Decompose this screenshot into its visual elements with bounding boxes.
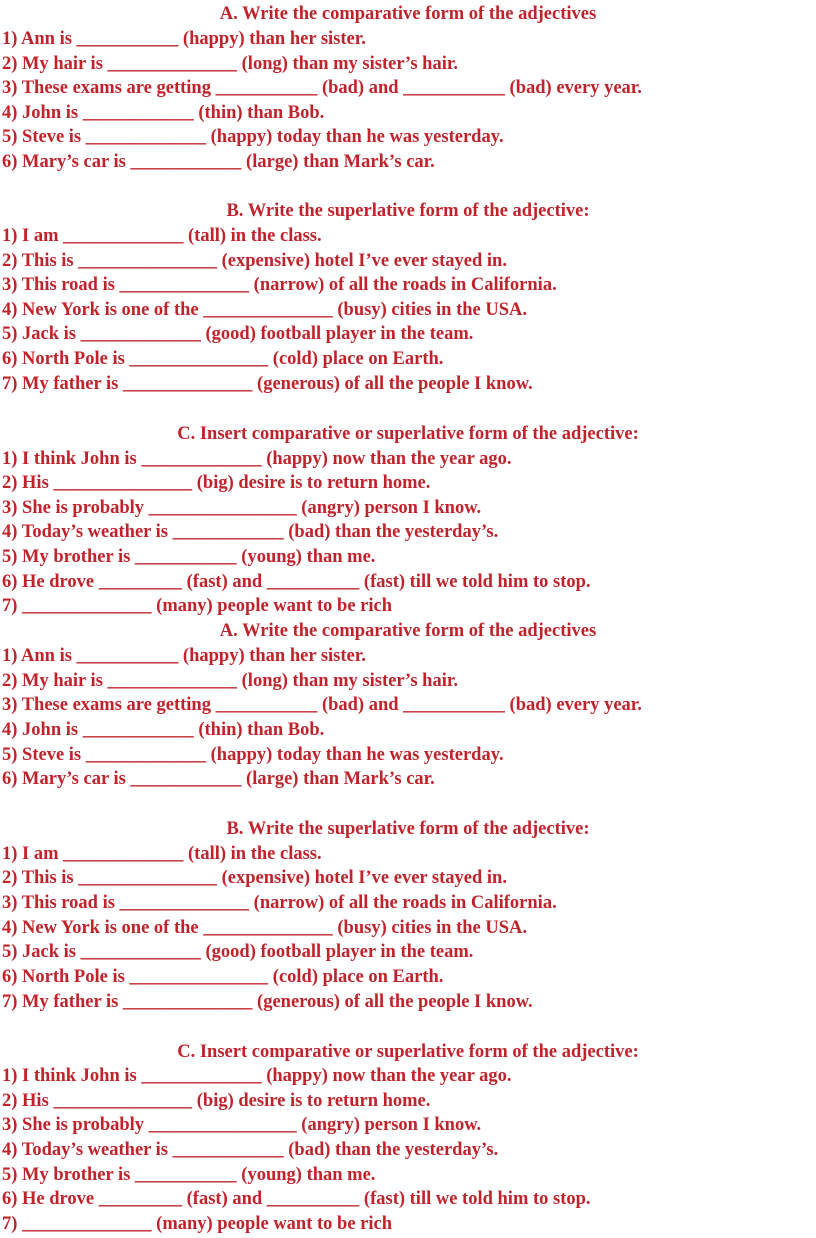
exercise-line: 7) ______________ (many) people want to be rich	[2, 596, 393, 616]
section-b-heading: B. Write the superlative form of the adjective:	[226, 201, 590, 221]
exercise-line: 3) These exams are getting ___________ (bad) and ___________ (bad) every year.	[2, 78, 642, 98]
exercise-line: 4) Today’s weather is ____________ (bad) than the yesterday’s.	[2, 1140, 499, 1160]
exercise-line: 1) Ann is ___________ (happy) than her sister.	[2, 29, 366, 49]
exercise-line: 7) My father is ______________ (generous) of all the people I know.	[2, 992, 533, 1012]
section-c-heading: C. Insert comparative or superlative form of the adjective:	[177, 424, 639, 444]
exercise-line: 2) This is _______________ (expensive) hotel I’ve ever stayed in.	[2, 868, 507, 888]
exercise-line: 4) New York is one of the ______________ (busy) cities in the USA.	[2, 918, 528, 938]
exercise-line: 2) His _______________ (big) desire is to return home.	[2, 473, 431, 493]
section-a-heading: A. Write the comparative form of the adjectives	[219, 621, 597, 641]
exercise-line: 1) I am _____________ (tall) in the class.	[2, 844, 322, 864]
exercise-line: 5) Jack is _____________ (good) football player in the team.	[2, 324, 474, 344]
exercise-line: 5) My brother is ___________ (young) than me.	[2, 1165, 376, 1185]
exercise-line: 3) These exams are getting ___________ (bad) and ___________ (bad) every year.	[2, 695, 642, 715]
exercise-line: 3) This road is ______________ (narrow) of all the roads in California.	[2, 893, 557, 913]
exercise-line: 5) Steve is _____________ (happy) today than he was yesterday.	[2, 745, 504, 765]
exercise-line: 6) North Pole is _______________ (cold) place on Earth.	[2, 967, 444, 987]
exercise-line: 4) New York is one of the ______________ (busy) cities in the USA.	[2, 300, 528, 320]
exercise-line: 3) She is probably ________________ (angry) person I know.	[2, 1115, 482, 1135]
exercise-line: 5) Jack is _____________ (good) football player in the team.	[2, 942, 474, 962]
exercise-line: 2) His _______________ (big) desire is to return home.	[2, 1091, 431, 1111]
exercise-line: 6) He drove _________ (fast) and __________ (fast) till we told him to stop.	[2, 572, 591, 592]
exercise-line: 6) He drove _________ (fast) and __________ (fast) till we told him to stop.	[2, 1189, 591, 1209]
exercise-line: 1) I think John is _____________ (happy) now than the year ago.	[2, 1066, 512, 1086]
exercise-line: 4) John is ____________ (thin) than Bob.	[2, 720, 325, 740]
section-b-heading: B. Write the superlative form of the adjective:	[226, 819, 590, 839]
exercise-line: 6) Mary’s car is ____________ (large) than Mark’s car.	[2, 769, 435, 789]
exercise-line: 5) My brother is ___________ (young) than me.	[2, 547, 376, 567]
section-c-heading: C. Insert comparative or superlative form of the adjective:	[177, 1042, 639, 1062]
exercise-line: 2) This is _______________ (expensive) hotel I’ve ever stayed in.	[2, 251, 507, 271]
exercise-line: 6) North Pole is _______________ (cold) place on Earth.	[2, 349, 444, 369]
exercise-line: 4) Today’s weather is ____________ (bad) than the yesterday’s.	[2, 522, 499, 542]
exercise-line: 7) My father is ______________ (generous) of all the people I know.	[2, 374, 533, 394]
exercise-line: 5) Steve is _____________ (happy) today than he was yesterday.	[2, 127, 504, 147]
section-a-heading: A. Write the comparative form of the adjectives	[219, 4, 597, 24]
exercise-line: 2) My hair is ______________ (long) than my sister’s hair.	[2, 54, 458, 74]
exercise-line: 7) ______________ (many) people want to be rich	[2, 1214, 393, 1234]
exercise-line: 3) She is probably ________________ (angry) person I know.	[2, 498, 482, 518]
exercise-line: 2) My hair is ______________ (long) than my sister’s hair.	[2, 671, 458, 691]
exercise-line: 4) John is ____________ (thin) than Bob.	[2, 103, 325, 123]
exercise-line: 1) Ann is ___________ (happy) than her sister.	[2, 646, 366, 666]
exercise-line: 6) Mary’s car is ____________ (large) than Mark’s car.	[2, 152, 435, 172]
exercise-line: 1) I am _____________ (tall) in the class.	[2, 226, 322, 246]
exercise-line: 1) I think John is _____________ (happy) now than the year ago.	[2, 449, 512, 469]
exercise-line: 3) This road is ______________ (narrow) of all the roads in California.	[2, 275, 557, 295]
